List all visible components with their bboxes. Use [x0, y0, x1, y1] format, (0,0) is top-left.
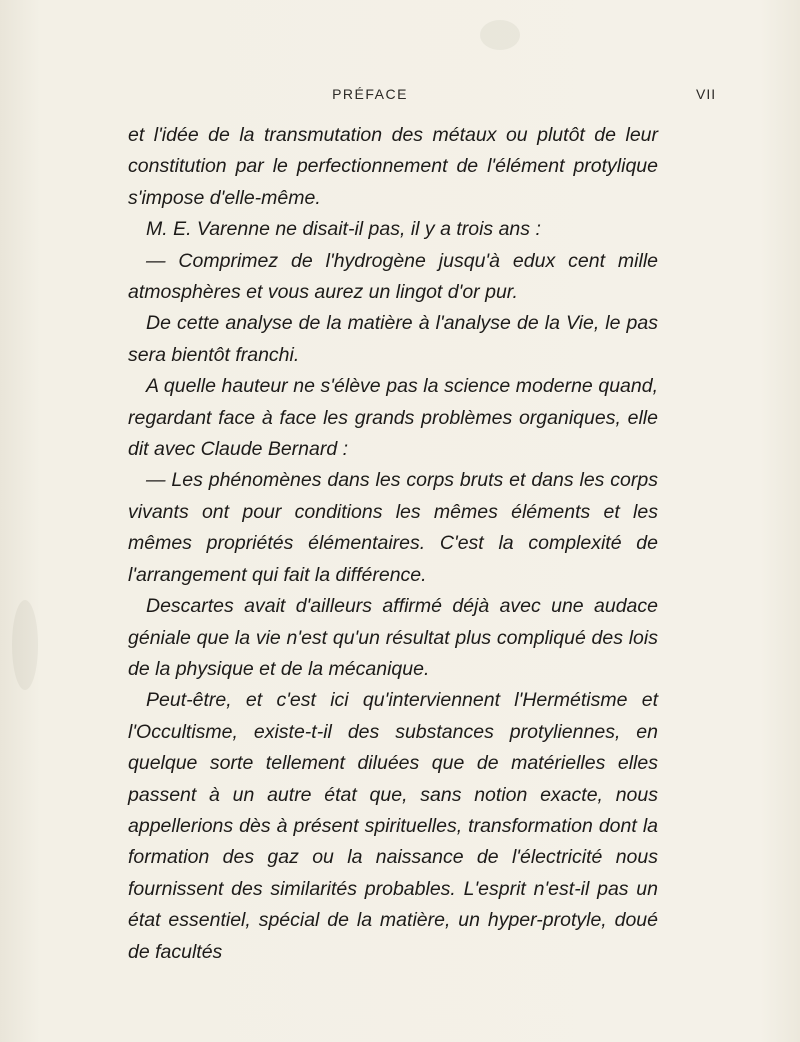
paragraph: De cette analyse de la matière à l'analyse de la Vie, le pas sera bientôt franchi. — [128, 312, 658, 366]
paragraph: — Les phénomènes dans les corps bruts et dans les corps vivants ont pour conditions les mêmes éléments et les mêmes propriétés élémentaires. C'est la complexité de l'arrangement qui fait la différence. — [128, 469, 658, 586]
paper-stain — [12, 600, 38, 690]
paragraph: Peut-être, et c'est ici qu'interviennent l'Hermétisme et l'Occultisme, existe-t-il des substances protyliennes, en quelque sorte tellement diluées que de matérielles elles passent à un autre état que, sans notion exacte, nous appellerions dès à présent spirituelles, transformation dont la formation des gaz ou la naissance de l'électricité nous fournissent des similarités probables. L'esprit n'est-il pas un état essentiel, spécial de la matière, un hyper-protyle, doué de facultés — [128, 689, 658, 963]
paragraph: A quelle hauteur ne s'élève pas la science moderne quand, regardant face à face les grands problèmes organiques, elle dit avec Claude Bernard : — [128, 375, 658, 461]
page-number: VII — [696, 86, 717, 102]
paper-stain — [480, 20, 520, 50]
paragraph: Descartes avait d'ailleurs affirmé déjà avec une audace géniale que la vie n'est qu'un résultat plus compliqué des lois de la physique et de la mécanique. — [128, 595, 658, 680]
running-title: PRÉFACE — [332, 86, 408, 102]
page-header — [0, 86, 800, 106]
paragraph: M. E. Varenne ne disait-il pas, il y a trois ans : — [146, 218, 541, 241]
paragraph: et l'idée de la transmutation des métaux ou plutôt de leur constitution par le perfectionnement de l'élément protylique s'impose d'elle-même. — [128, 124, 658, 209]
body-text — [128, 120, 658, 968]
paragraph: — Comprimez de l'hydrogène jusqu'à edux cent mille atmosphères et vous aurez un lingot d'or pur. — [128, 249, 658, 304]
